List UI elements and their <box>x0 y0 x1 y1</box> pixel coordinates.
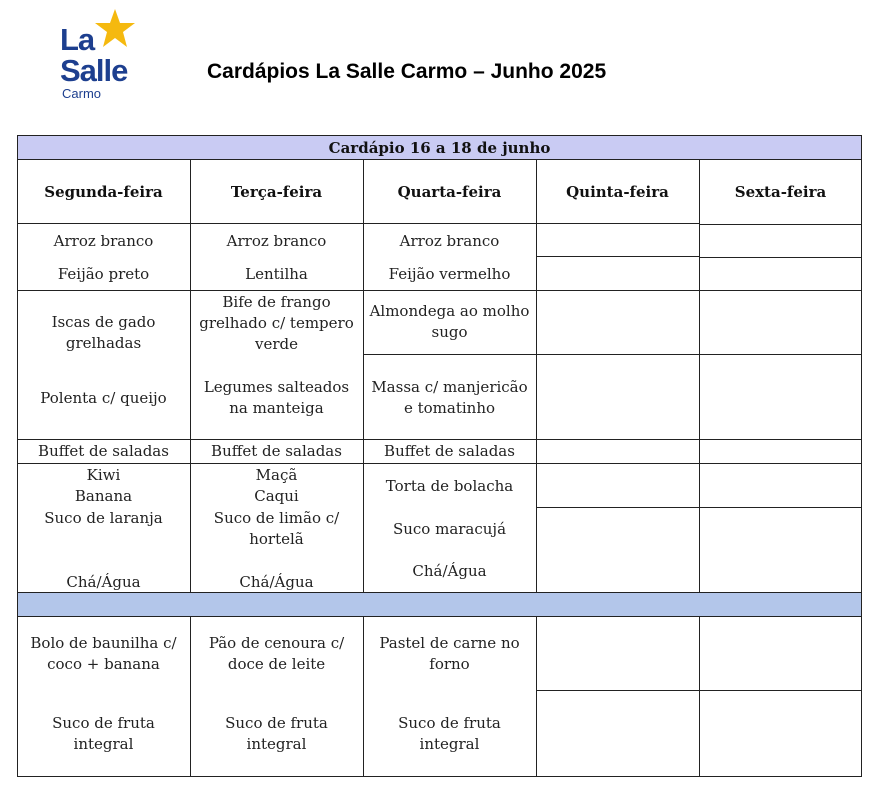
logo-text-la: La <box>60 22 95 57</box>
main-divider <box>363 354 862 355</box>
col-divider-4b <box>699 616 700 776</box>
monday-fruit1: Kiwi <box>86 466 121 484</box>
monday-drink: Chá/Água <box>66 572 141 591</box>
monday-main: Iscas de gado grelhadas <box>51 313 156 352</box>
logo-text-salle: Salle <box>60 53 128 88</box>
table-border-bottom <box>17 776 862 777</box>
wednesday-main: Almondega ao molho sugo <box>369 302 530 341</box>
col-divider-3b <box>536 616 537 776</box>
salad-divider <box>17 463 862 464</box>
day-header-wednesday: Quarta-feira <box>397 182 502 201</box>
tuesday-snack-juice: Suco de fruta integral <box>225 714 328 753</box>
monday-rice: Arroz branco <box>53 231 154 250</box>
page-title: Cardápios La Salle Carmo – Junho 2025 <box>207 60 607 83</box>
rice-divider-thu <box>536 256 699 257</box>
wednesday-snack: Pastel de carne no forno <box>379 634 520 673</box>
day-header-thursday: Quinta-feira <box>566 182 669 201</box>
tuesday-beans: Lentilha <box>245 264 308 283</box>
tuesday-salad: Buffet de saladas <box>211 442 342 460</box>
logo-text-carmo: Carmo <box>62 86 102 101</box>
wednesday-salad: Buffet de saladas <box>384 442 515 460</box>
header-divider-a <box>17 223 699 224</box>
monday-side: Polenta c/ queijo <box>40 388 167 407</box>
tuesday-fruit1: Maçã <box>255 466 298 484</box>
monday-fruit2: Banana <box>74 487 133 505</box>
tuesday-side: Legumes salteados na manteiga <box>203 378 350 417</box>
col-divider-3 <box>536 160 537 592</box>
day-header-friday: Sexta-feira <box>734 182 827 201</box>
table-border-top <box>17 135 862 136</box>
table-border-left <box>17 135 18 777</box>
monday-juice: Suco de laranja <box>44 508 163 527</box>
day-header-monday: Segunda-feira <box>44 182 163 201</box>
tuesday-fruit2: Caqui <box>254 487 299 505</box>
caption-divider <box>17 159 862 160</box>
wednesday-side: Massa c/ manjericão e tomatinho <box>371 378 528 417</box>
wednesday-rice: Arroz branco <box>399 231 500 250</box>
monday-salad: Buffet de saladas <box>38 442 169 460</box>
col-divider-1b <box>190 616 191 776</box>
monday-snack-juice: Suco de fruta integral <box>52 714 155 753</box>
monday-snack: Bolo de baunilha c/ coco + banana <box>30 634 177 673</box>
monday-beans: Feijão preto <box>57 264 150 283</box>
tuesday-rice: Arroz branco <box>226 231 327 250</box>
separator-band <box>17 592 862 616</box>
wednesday-drink: Chá/Água <box>412 561 487 580</box>
wednesday-dessert: Torta de bolacha <box>385 476 514 495</box>
rice-divider-fri <box>699 257 862 258</box>
snack-divider <box>536 690 862 691</box>
header-divider-b <box>699 224 862 225</box>
day-header-tuesday: Terça-feira <box>230 182 323 201</box>
wednesday-beans: Feijão vermelho <box>388 264 511 283</box>
tuesday-snack: Pão de cenoura c/ doce de leite <box>208 634 345 673</box>
separator-top-line <box>17 592 862 593</box>
col-divider-1 <box>190 160 191 592</box>
wednesday-juice: Suco maracujá <box>392 519 507 538</box>
col-divider-2b <box>363 616 364 776</box>
tuesday-juice: Suco de limão c/ hortelã <box>213 509 340 548</box>
table-caption: Cardápio 16 a 18 de junho <box>328 138 551 157</box>
separator-bottom-line <box>17 616 862 617</box>
tuesday-main: Bife de frango grelhado c/ tempero verde <box>199 292 354 353</box>
side-divider <box>17 439 862 440</box>
beans-divider <box>17 290 862 291</box>
dessert-divider <box>536 507 862 508</box>
col-divider-2 <box>363 160 364 592</box>
tuesday-drink: Chá/Água <box>239 572 314 591</box>
table-border-right <box>861 135 862 777</box>
wednesday-snack-juice: Suco de fruta integral <box>398 714 501 753</box>
